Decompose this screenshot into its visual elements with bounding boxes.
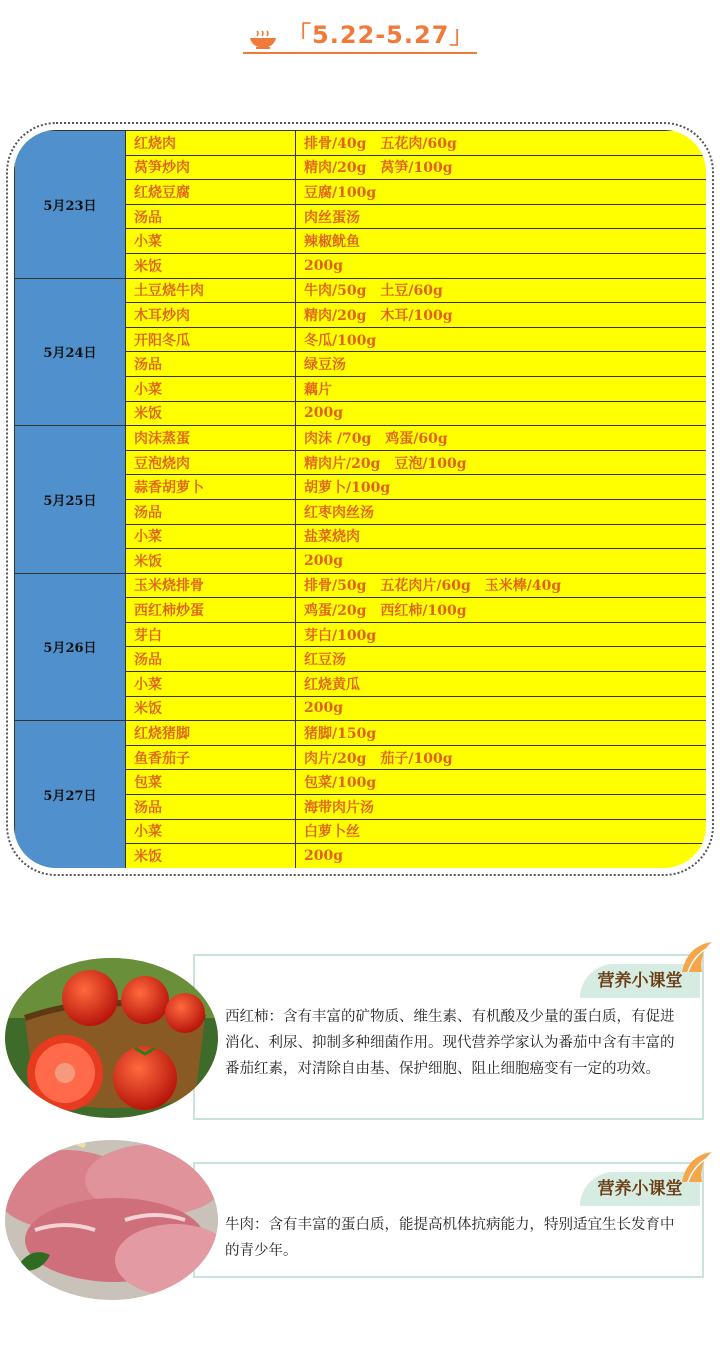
bowl-icon [248, 26, 278, 50]
beef-photo [5, 1140, 218, 1300]
dish-name: 鱼香茄子 [126, 745, 296, 770]
dish-name: 芽白 [126, 622, 296, 647]
dish-name: 米饭 [126, 549, 296, 574]
menu-row [15, 131, 707, 156]
menu-row [15, 278, 707, 303]
nutrition-box [193, 954, 704, 1120]
dish-ingredients: 盐菜烧肉 [296, 524, 707, 549]
dish-ingredients: 冬瓜/100g [296, 327, 707, 352]
dish-name: 开阳冬瓜 [126, 327, 296, 352]
dish-name: 汤品 [126, 499, 296, 524]
dish-ingredients: 200g [296, 844, 707, 868]
dish-ingredients: 200g [296, 401, 707, 426]
nutrition-tag: 营养小课堂 [580, 964, 700, 998]
dish-ingredients: 藕片 [296, 376, 707, 401]
dish-ingredients: 包菜/100g [296, 770, 707, 795]
dish-name: 米饭 [126, 696, 296, 721]
page-header [0, 18, 720, 58]
dish-ingredients: 精肉片/20g 豆泡/100g [296, 450, 707, 475]
menu-date: 5月25日 [15, 426, 126, 574]
dish-ingredients: 排骨/40g 五花肉/60g [296, 131, 707, 156]
dish-ingredients: 红豆汤 [296, 647, 707, 672]
dish-name: 小菜 [126, 672, 296, 697]
dish-ingredients: 红枣肉丝汤 [296, 499, 707, 524]
menu-row [15, 426, 707, 451]
dish-ingredients: 绿豆汤 [296, 352, 707, 377]
menu-row [15, 721, 707, 746]
nutrition-box [193, 1162, 704, 1278]
menu-date: 5月24日 [15, 278, 126, 426]
dish-name: 小菜 [126, 524, 296, 549]
dish-name: 小菜 [126, 819, 296, 844]
dish-name: 土豆烧牛肉 [126, 278, 296, 303]
dish-name: 玉米烧排骨 [126, 573, 296, 598]
dish-name: 红烧猪脚 [126, 721, 296, 746]
dish-ingredients: 200g [296, 253, 707, 278]
dish-ingredients: 200g [296, 696, 707, 721]
dish-name: 米饭 [126, 844, 296, 868]
page-title: 「5.22-5.27」 [287, 21, 475, 49]
dish-ingredients: 牛肉/50g 土豆/60g [296, 278, 707, 303]
dish-name: 西红柿炒蛋 [126, 598, 296, 623]
dish-name: 木耳炒肉 [126, 303, 296, 328]
dish-ingredients: 肉片/20g 茄子/100g [296, 745, 707, 770]
dish-ingredients: 豆腐/100g [296, 180, 707, 205]
dish-ingredients: 胡萝卜/100g [296, 475, 707, 500]
dish-ingredients: 200g [296, 549, 707, 574]
dish-name: 莴笋炒肉 [126, 155, 296, 180]
dish-name: 豆泡烧肉 [126, 450, 296, 475]
tomato-photo [5, 958, 218, 1118]
dish-ingredients: 白萝卜丝 [296, 819, 707, 844]
dish-ingredients: 红烧黄瓜 [296, 672, 707, 697]
dish-name: 汤品 [126, 795, 296, 820]
menu-date: 5月26日 [15, 573, 126, 721]
dish-name: 米饭 [126, 401, 296, 426]
dish-name: 红烧肉 [126, 131, 296, 156]
dish-name: 小菜 [126, 376, 296, 401]
dish-ingredients: 排骨/50g 五花肉片/60g 玉米棒/40g [296, 573, 707, 598]
dish-ingredients: 肉丝蛋汤 [296, 204, 707, 229]
dish-ingredients: 芽白/100g [296, 622, 707, 647]
leaf-icon [678, 1148, 714, 1184]
dish-name: 红烧豆腐 [126, 180, 296, 205]
dish-ingredients: 精肉/20g 莴笋/100g [296, 155, 707, 180]
dish-name: 汤品 [126, 352, 296, 377]
dish-name: 蒜香胡萝卜 [126, 475, 296, 500]
title-underline [243, 52, 477, 54]
dish-name: 米饭 [126, 253, 296, 278]
menu-row [15, 573, 707, 598]
dish-name: 汤品 [126, 204, 296, 229]
dish-name: 小菜 [126, 229, 296, 254]
menu-table [14, 130, 706, 868]
leaf-icon [678, 938, 714, 974]
dish-ingredients: 辣椒鱿鱼 [296, 229, 707, 254]
nutrition-tag: 营养小课堂 [580, 1172, 700, 1206]
dish-name: 肉沫蒸蛋 [126, 426, 296, 451]
dish-ingredients: 猪脚/150g [296, 721, 707, 746]
menu-table-container [14, 130, 706, 868]
dish-ingredients: 肉沫 /70g 鸡蛋/60g [296, 426, 707, 451]
menu-date: 5月27日 [15, 721, 126, 868]
dish-ingredients: 精肉/20g 木耳/100g [296, 303, 707, 328]
dish-name: 包菜 [126, 770, 296, 795]
nutrition-text: 牛肉：含有丰富的蛋白质，能提高机体抗病能力，特别适宜生长发育中的青少年。 [225, 1217, 675, 1259]
dish-ingredients: 鸡蛋/20g 西红柿/100g [296, 598, 707, 623]
dish-name: 汤品 [126, 647, 296, 672]
nutrition-text: 西红柿：含有丰富的矿物质、维生素、有机酸及少量的蛋白质，有促进消化、利尿、抑制多种细菌作用。现代营养学家认为番茄中含有丰富的番茄红素，对清除自由基、保护细胞、阻止细胞癌变有一定的功效。 [225, 1009, 675, 1077]
dish-ingredients: 海带肉片汤 [296, 795, 707, 820]
menu-date: 5月23日 [15, 131, 126, 279]
